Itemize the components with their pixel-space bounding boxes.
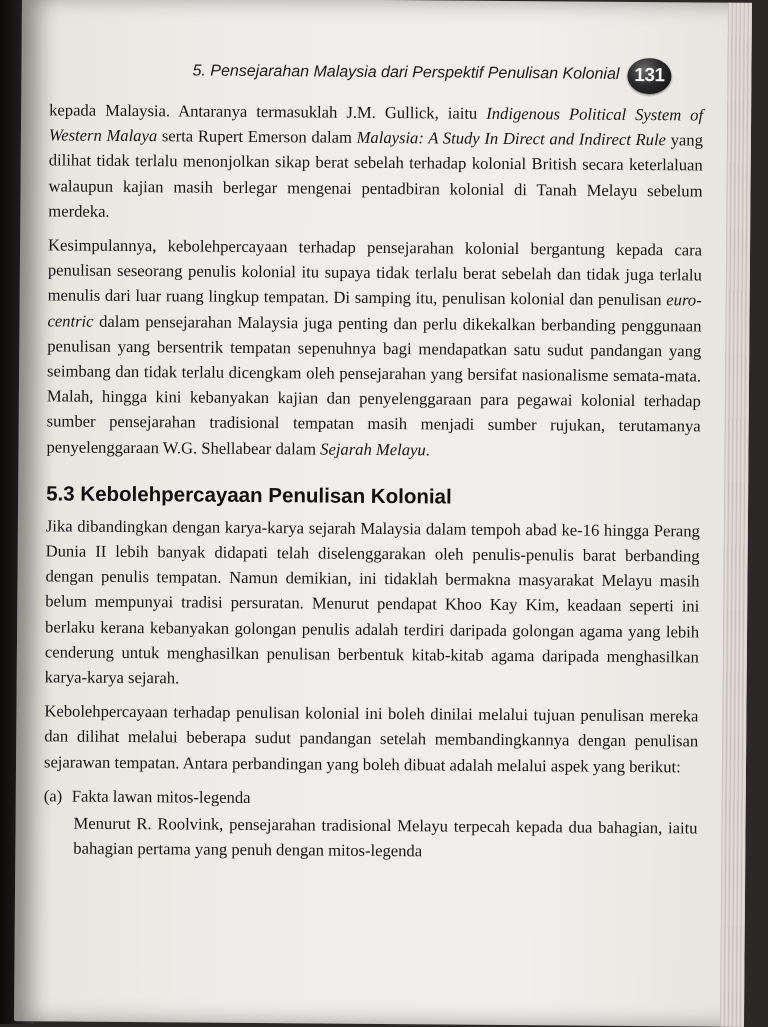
list-item-title: Fakta lawan mitos-legenda — [71, 786, 251, 807]
page-number-badge — [627, 58, 671, 94]
book-page — [14, 0, 752, 1027]
text-run: yang dilihat tidak terlalu menonjolkan sikap berat sebelah terhadap kolonial British secara keterlaluan walaupun kajian masih berlegar mengenai pentadbiran kolonial di Tanah Melayu sebelum merdeka. — [48, 130, 703, 221]
text-run: Kebolehpercayaan terhadap penulisan kolonial ini boleh dinilai melalui tujuan penulisan mereka dan dilihat melalui beberapa sudut pandangan setelah membandingkannya dengan penulisan sejarawan tempatan. Antara perbandingan yang boleh dibuat adalah melalui aspek yang berikut: — [43, 701, 699, 777]
text-run: kepada Malaysia. Antaranya termasuklah J.M. Gullick, iaitu — [49, 100, 487, 123]
paragraph — [44, 699, 699, 780]
text-run: Menurut R. Roolvink, pensejarahan tradisional Melayu terpecah kepada dua bahagian, iaitu bahagian pertama yang penuh dengan mitos-legenda — [73, 813, 698, 861]
italic-text: euro-centric — [47, 290, 702, 331]
text-run: Kesimpulannya, kebolehpercayaan terhadap pensejarahan kolonial bergantung kepada cara penulisan seseorang penulis kolonial itu supaya tidak terlalu berat sebelah dan tidak juga terlalu menulis dari luar ruang lingkup tempatan. Di samping itu, penulisan kolonial dan penulisan — [47, 235, 703, 310]
paragraph — [45, 513, 700, 695]
page-header — [21, 53, 711, 98]
section-title: Kebolehpercayaan Penulisan Kolonial — [80, 482, 452, 509]
text-run: Jika dibandingkan dengan karya-karya sejarah Malaysia dalam tempoh abad ke-16 hingga Perang Dunia II lebih banyak didapati telah diselenggarakan oleh penulis-penulis barat berbanding dengan penulis tempatan. Namun demikian, ini tidaklah bermakna masyarakat Melayu masih belum mempunyai tradisi persuratan. Menurut pendapat Khoo Kay Kim, keadaan seperti ini berlaku kerana kebanyakan golongan penulis adalah terdiri daripada golongan agama yang lebih cenderung untuk menghasilkan penulisan berbentuk kitab-kitab agama daripada menghasilkan karya-karya sejarah. — [44, 516, 700, 688]
italic-text: Malaysia: A Study In Direct and Indirect Rule — [356, 127, 667, 150]
italic-text: Indigenous Political System of Western Malaya — [48, 103, 704, 146]
text-run: serta Rupert Emerson dalam — [157, 126, 357, 147]
list-item — [43, 783, 698, 866]
page-body — [43, 97, 703, 866]
section-number: 5.3 — [46, 482, 75, 506]
section-heading — [46, 481, 700, 512]
list-item-body — [73, 811, 697, 866]
italic-text: Sejarah Melayu — [320, 439, 426, 459]
paragraph — [48, 97, 703, 228]
text-run: . — [425, 439, 430, 460]
list-item-label: (a) — [43, 786, 63, 806]
running-title: 5. Pensejarahan Malaysia dari Perspektif Penulisan Kolonial — [192, 62, 620, 83]
paragraph — [46, 232, 702, 464]
text-run: dalam pensejarahan Malaysia juga penting dan perlu dikekalkan berbanding penggunaan penulisan yang bersentrik tempatan sepenuhnya bagi mendapatkan satu sudut pandangan yang seimbang dan tidak terlalu dicengkam oleh pensejarahan yang bersifat nasionalisme semata-mata. Malah, hingga kini kebanyakan kajian dan penyelenggaraan para pegawai kolonial terhadap sumber pensejarahan tradisional tempatan masih menjadi sumber rujukan, terutamanya penyelenggaraan W.G. Shellabear dalam — [46, 311, 702, 459]
page-edge — [720, 3, 752, 1027]
page-number: 131 — [634, 64, 665, 87]
